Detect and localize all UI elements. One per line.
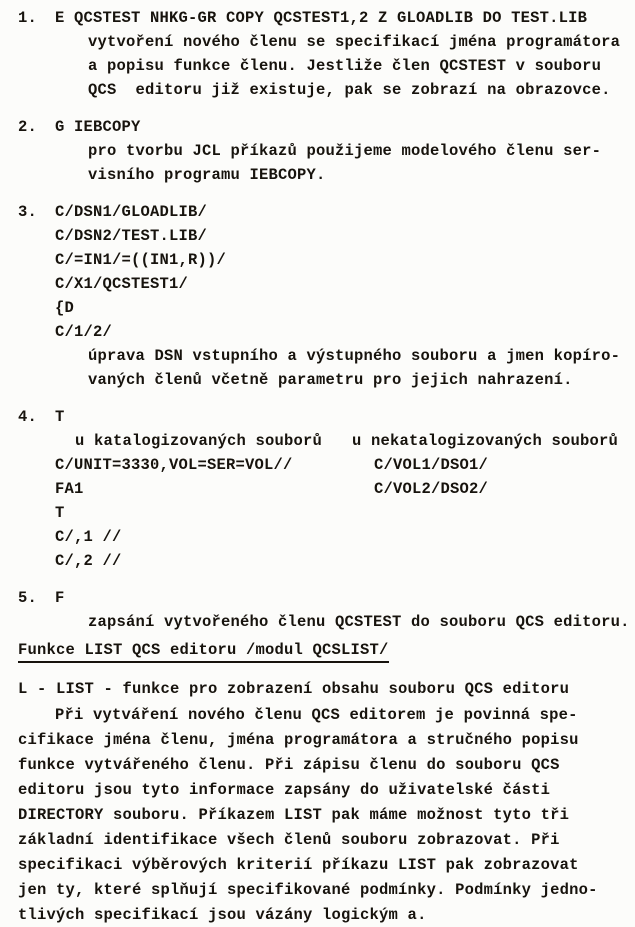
two-column-header — [55, 429, 631, 453]
section-heading-wrap — [18, 638, 389, 662]
command-line: FA1 — [55, 480, 84, 498]
item-command: F — [55, 589, 65, 607]
paragraph-line: tlivých specifikací jsou vázány logickým a. — [18, 906, 427, 924]
item-command: G IEBCOPY — [55, 118, 141, 136]
item-command: E QCSTEST NHKG-GR COPY QCSTEST1,2 Z GLOADLIB DO TEST.LIB — [55, 9, 588, 27]
paragraph — [18, 703, 629, 927]
command-line: C/DSN2/TEST.LIB/ — [55, 227, 208, 245]
paragraph-line: Při vytváření nového členu QCS editorem je povinná spe- — [55, 706, 578, 724]
command-line: C/,2 // — [55, 552, 122, 570]
description-line: visního programu IEBCOPY. — [88, 166, 326, 184]
numbered-item-2 — [18, 115, 631, 187]
description-line: a popisu funkce členu. Jestliže člen QCSTEST v souboru — [88, 57, 602, 75]
paragraph-line: jen ty, které splňují specifikované podmínky. Podmínky jedno- — [18, 881, 598, 899]
paragraph-line: DIRECTORY souboru. Příkazem LIST pak máme možnost tyto tři — [18, 806, 570, 824]
paragraph-line: funkce vytvářeného členu. Při zápisu členu do souboru QCS — [18, 756, 560, 774]
numbered-item-5 — [18, 586, 631, 634]
description-line: pro tvorbu JCL příkazů použijeme modelového členu ser- — [88, 142, 602, 160]
numbered-item-1 — [18, 6, 631, 102]
command-line: C/DSN1/GLOADLIB/ — [55, 203, 208, 221]
paragraph-line: specifikaci výběrových kriterií příkazu LIST pak zobrazovat — [18, 856, 579, 874]
numbered-item-4 — [18, 405, 631, 573]
description-line: vytvoření nového členu se specifikací jména programátora — [88, 33, 621, 51]
command-line: T — [55, 504, 65, 522]
two-column-row — [55, 453, 631, 477]
command-line: C/1/2/ — [55, 323, 113, 341]
paragraph-line: základní identifikace všech členů souboru zobrazovat. Při — [18, 831, 560, 849]
numbered-item-3 — [18, 200, 631, 392]
item-number: 5. — [18, 589, 38, 607]
command-line: C/VOL2/DSO2/ — [374, 480, 489, 498]
column-header-catalogized: u katalogizovaných souborů — [75, 432, 323, 450]
command-line: C/UNIT=3330,VOL=SER=VOL// — [55, 456, 293, 474]
command-line: C/VOL1/DSO1/ — [374, 456, 489, 474]
paragraph-line: editoru jsou tyto informace zapsány do uživatelské části — [18, 781, 551, 799]
item-number: 2. — [18, 118, 38, 136]
command-line: C/,1 // — [55, 528, 122, 546]
command-line: C/X1/QCSTEST1/ — [55, 275, 189, 293]
command-line: C/=IN1/=((IN1,R))/ — [55, 251, 227, 269]
description-line: zapsání vytvořeného členu QCSTEST do souboru QCS editoru. — [88, 613, 630, 631]
description-line: QCS editoru již existuje, pak se zobrazí na obrazovce. — [88, 81, 611, 99]
lead-line: L - LIST - funkce pro zobrazení obsahu souboru QCS editoru — [18, 680, 570, 698]
command-line: {D — [55, 299, 75, 317]
item-number: 3. — [18, 203, 38, 221]
paragraph-line: cifikace jména členu, jména programátora a stručného popisu — [18, 731, 579, 749]
description-line: úprava DSN vstupního a výstupného souboru a jmen kopíro- — [88, 347, 621, 365]
item-command: T — [55, 408, 65, 426]
column-header-noncatalogized: u nekatalogizovaných souborů — [352, 432, 619, 450]
item-number: 4. — [18, 408, 38, 426]
two-column-row — [55, 477, 631, 501]
section-heading: Funkce LIST QCS editoru /modul QCSLIST/ — [18, 641, 389, 663]
description-line: vaných členů včetně parametru pro jejich nahrazení. — [88, 371, 573, 389]
item-number: 1. — [18, 9, 38, 27]
